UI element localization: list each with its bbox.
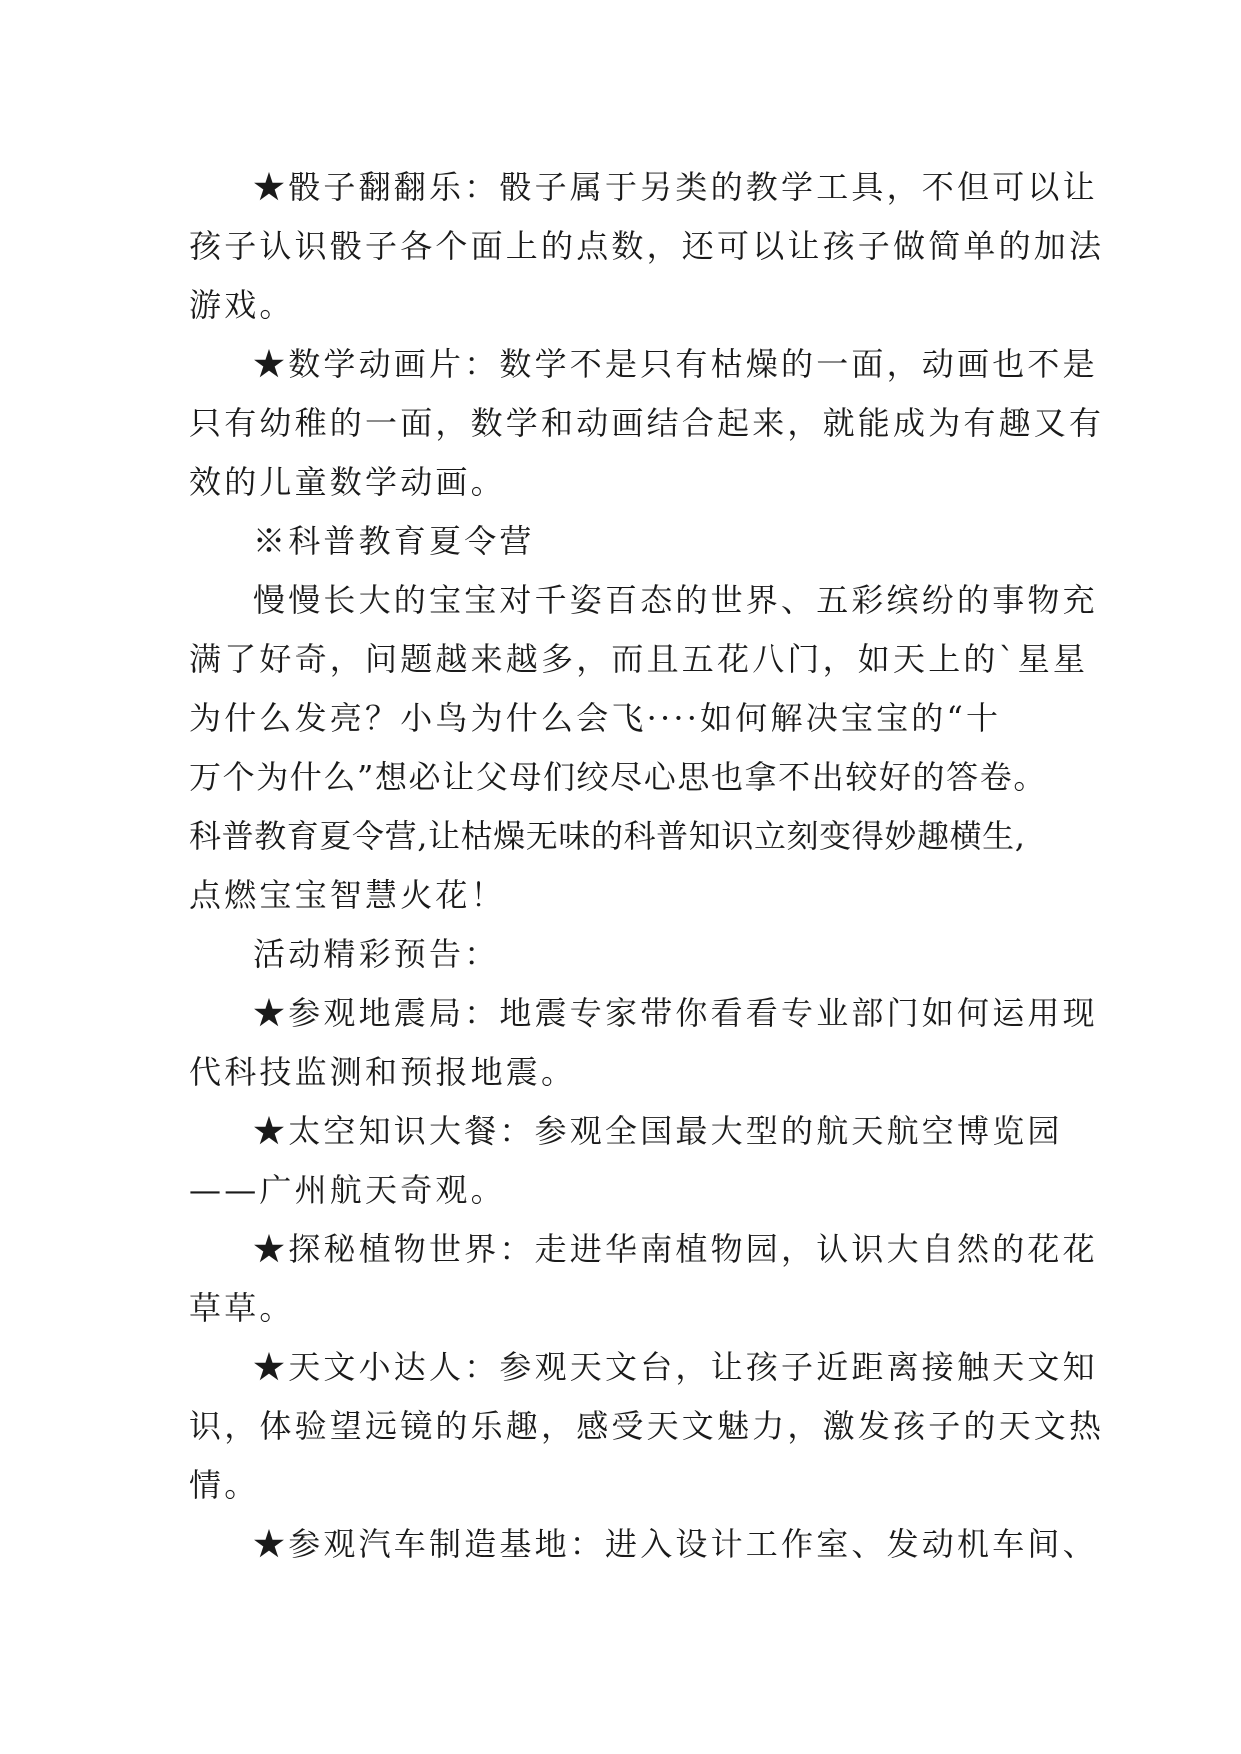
paragraph-dice-game bbox=[189, 158, 1105, 335]
text-line: 孩子认识骰子各个面上的点数，还可以让孩子做简单的加法 bbox=[189, 227, 1105, 265]
text-line: 只有幼稚的一面，数学和动画结合起来，就能成为有趣又有 bbox=[189, 404, 1105, 442]
text-line: 万个为什么”想必让父母们绞尽心思也拿不出较好的答卷。 bbox=[189, 758, 1047, 796]
text-line: ★太空知识大餐：参观全国最大型的航天航空博览园 bbox=[253, 1112, 1063, 1150]
text-line: ——广州航天奇观。 bbox=[189, 1171, 506, 1209]
text-line: 情。 bbox=[189, 1466, 260, 1504]
paragraph-space-knowledge bbox=[189, 1102, 1063, 1220]
text-line: 满了好奇，问题越来越多，而且五花八门，如天上的`星星 bbox=[189, 640, 1089, 678]
paragraph-earthquake-bureau bbox=[189, 984, 1098, 1102]
text-line: 代科技监测和预报地震。 bbox=[189, 1053, 577, 1091]
text-line: 活动精彩预告： bbox=[253, 935, 500, 973]
text-line: 游戏。 bbox=[189, 286, 295, 324]
text-line: 科普教育夏令营,让枯燥无味的科普知识立刻变得妙趣横生, bbox=[189, 817, 1026, 855]
text-line: 为什么发亮？小鸟为什么会飞····如何解决宝宝的“十 bbox=[189, 699, 1002, 737]
document-page bbox=[189, 158, 1105, 1574]
text-line: ★天文小达人：参观天文台，让孩子近距离接触天文知 bbox=[253, 1348, 1098, 1386]
paragraph-plant-world bbox=[189, 1220, 1098, 1338]
text-line: ★数学动画片：数学不是只有枯燥的一面，动画也不是 bbox=[253, 345, 1098, 383]
paragraph-car-factory bbox=[189, 1515, 1098, 1574]
text-line: ★参观汽车制造基地：进入设计工作室、发动机车间、 bbox=[253, 1525, 1098, 1563]
text-line: ※科普教育夏令营 bbox=[253, 522, 535, 560]
text-line: ★探秘植物世界：走进华南植物园，认识大自然的花花 bbox=[253, 1230, 1098, 1268]
text-line: ★参观地震局：地震专家带你看看专业部门如何运用现 bbox=[253, 994, 1098, 1032]
section-heading-science-camp bbox=[189, 512, 1057, 571]
text-line: ★骰子翻翻乐：骰子属于另类的教学工具，不但可以让 bbox=[253, 168, 1098, 206]
text-line: 点燃宝宝智慧火花！ bbox=[189, 876, 506, 914]
text-line: 慢慢长大的宝宝对千姿百态的世界、五彩缤纷的事物充 bbox=[253, 581, 1098, 619]
paragraph-activity-preview bbox=[189, 925, 1057, 984]
paragraph-camp-intro bbox=[189, 571, 1098, 925]
paragraph-math-animation bbox=[189, 335, 1105, 512]
text-line: 效的儿童数学动画。 bbox=[189, 463, 506, 501]
paragraph-astronomy bbox=[189, 1338, 1105, 1515]
text-line: 识，体验望远镜的乐趣，感受天文魅力，激发孩子的天文热 bbox=[189, 1407, 1105, 1445]
text-line: 草草。 bbox=[189, 1289, 295, 1327]
